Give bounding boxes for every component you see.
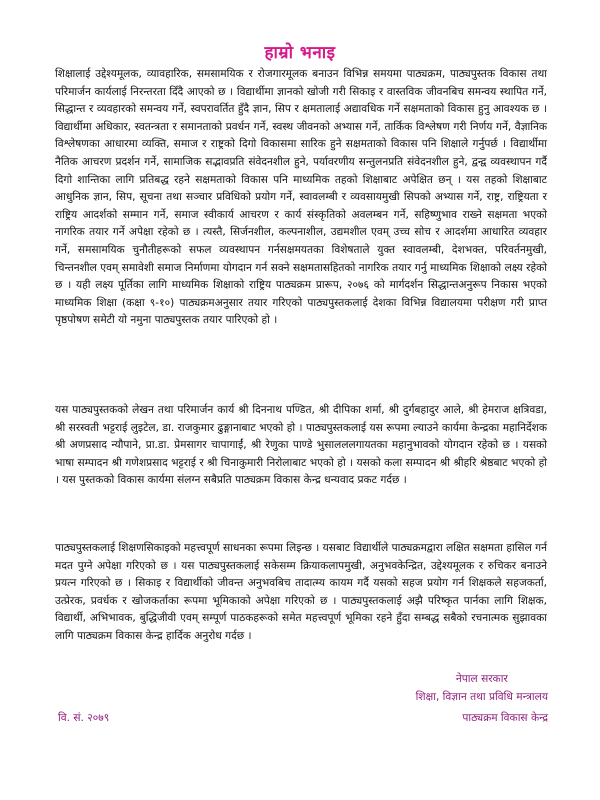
date-label: वि. सं. २०७९: [58, 712, 110, 724]
signature-office: पाठ्यक्रम विकास केन्द्र: [462, 712, 548, 724]
paragraph-intro: शिक्षालाई उद्देश्यमूलक, व्यावहारिक, समसामयिक र रोजगारमूलक बनाउन विभिन्न समयमा पाठ्यक्रम, पाठ्यपुस्तक विकास तथा परिमार्जन कार्यलाई निरन्तरता दिँदै आएको छ । विद्यार्थीमा ज्ञानको खोजी गरी सिकाइ र वास्तविक जीवनबिच समन्वय स्थापित गर्ने, सिद्धान्त र व्यवहारको समन्वय गर्ने, स्वपरावर्तित हुँदै ज्ञान, सिप र क्षमतालाई अद्यावधिक गर्ने सक्षमताको विकास हुनु आवश्यक छ । विद्यार्थीमा अधिकार, स्वतन्त्रता र समानताको प्रवर्धन गर्ने, स्वस्थ जीवनको अभ्यास गर्ने, तार्किक विश्लेषण गरी निर्णय गर्ने, वैज्ञानिक विश्लेषणका आधारमा व्यक्ति, समाज र राष्ट्रको दिगो विकासमा सारिक हुने सक्षमताको विकास पनि शिक्षाले गर्नुपर्छ । विद्यार्थीमा नैतिक आचरण प्रदर्शन गर्ने, सामाजिक सद्भावप्रति संवेदनशील हुने, पर्यावरणीय सन्तुलनप्रति संवेदनशील हुने, द्वन्द्व व्यवस्थापन गर्दै दिगो शान्तिका लागि प्रतिबद्ध रहने सक्षमताको विकास पनि माध्यमिक तहको शिक्षाबाट अपेक्षित छन् । यस तहको शिक्षाबाट आधुनिक ज्ञान, सिप, सूचना तथा सञ्चार प्रविधिको प्रयोग गर्ने, स्वावलम्बी र व्यवसायमुखी सिपको अभ्यास गर्ने, राष्ट्र, राष्ट्रियता र राष्ट्रिय आदर्शको सम्मान गर्ने, समाज स्वीकार्य आचरण र कार्य संस्कृतिको अवलम्बन गर्ने, सहिष्णुभाव राख्ने सक्षमता भएको नागरिक तयार गर्ने अपेक्षा रहेको छ । त्यस्तै, सिर्जनशील, कल्पनाशील, उद्यमशील एवम् उच्च सोच र आदर्शमा आधारित व्यवहार गर्ने, समसामयिक चुनौतीहरूको सफल व्यवस्थापन गर्नसक्षमयतका विशेषताले युक्त स्वावलम्बी, देशभक्त, परिवर्तनमुखी, चिन्तनशील एवम् समावेशी समाज निर्माणमा योगदान गर्न सक्ने सक्षमतासहितको नागरिक तयार गर्नु माध्यमिक शिक्षाको लक्ष्य रहेको छ । यही लक्ष्य पूर्तिका लागि माध्यमिक शिक्षाको राष्ट्रिय पाठ्यक्रम प्रारूप, २०७६ को मार्गदर्शन सिद्धान्तअनुरूप निकास भएको माध्यमिक शिक्षा (कक्षा ९-१०) पाठ्यक्रमअनुसार तयार गरिएको पाठ्यपुस्तकलाई देशका विभिन्न विद्यालयमा परीक्षण गरी प्राप्त पृष्ठपोषण समेटी यो नमुना पाठ्यपुस्तक तयार पारिएको हो ।: [55, 68, 547, 327]
paragraph-credits: यस पाठ्यपुस्तकको लेखन तथा परिमार्जन कार्य श्री दिननाथ पण्डित, श्री दीपिका शर्मा, श्री दुर्गबहादुर आले, श्री हेमराज क्षत्रिवडा, श्री सरस्वती भट्टराई लुइटेल, डा. राजकुमार ढुङ्गानाबाट भएको हो । पाठ्यपुस्तकलाई यस रूपमा ल्याउने कार्यमा केन्द्रका महानिर्देशक श्री अणप्रसाद न्यौपाने, प्रा.डा. प्रेमसागर चापागाईं, श्री रेणुका पाण्डे भुसालललगायतका महानुभावको योगदान रहेको छ । यसको भाषा सम्पादन श्री गणेशप्रसाद भट्टराई र श्री चिनाकुमारी निरोलाबाट भएको हो । यसको कला सम्पादन श्री श्रीहरि श्रेष्ठबाट भएको हो । यस पुस्तकको विकास कार्यमा संलग्न सबैप्रति पाठ्यक्रम विकास केन्द्र धन्यवाद प्रकट गर्दछ ।: [55, 404, 547, 487]
signature-ministry: शिक्षा, विज्ञान तथा प्रविधि मन्त्रालय: [415, 690, 548, 703]
paragraph-request: पाठ्यपुस्तकलाई शिक्षणसिकाइको महत्त्वपूर्ण साधनका रूपमा लिइन्छ । यसबाट विद्यार्थीले पाठ्यक्रमद्वारा लक्षित सक्षमता हासिल गर्न मदत पुग्ने अपेक्षा गरिएको छ । यस पाठ्यपुस्तकलाई सकेसम्म क्रियाकलापमुखी, अनुभवकेन्द्रित, उद्देश्यमूलक र रुचिकर बनाउने प्रयत्न गरिएको छ । सिकाइ र विद्यार्थीको जीवन्त अनुभवबिच तादात्म्य कायम गर्दै यसको सहज प्रयोग गर्न शिक्षकले सहजकर्ता, उत्प्रेरक, प्रवर्धक र खोजकर्ताका रूपमा भूमिकाको अपेक्षा गरिएको छ । पाठ्यपुस्तकलाई अझै परिष्कृत पार्नका लागि शिक्षक, विद्यार्थी, अभिभावक, बुद्धिजीवी एवम् सम्पूर्ण पाठकहरूको समेत महत्त्वपूर्ण भूमिका रहने हुँदा सम्बद्ध सबैको रचनात्मक सुझावका लागि पाठ्यक्रम विकास केन्द्र हार्दिक अनुरोध गर्दछ ।: [55, 542, 547, 642]
signature-government: नेपाल सरकार: [455, 673, 508, 685]
signature-block: [416, 671, 548, 706]
page-title: हाम्रो भनाइ: [264, 43, 336, 63]
